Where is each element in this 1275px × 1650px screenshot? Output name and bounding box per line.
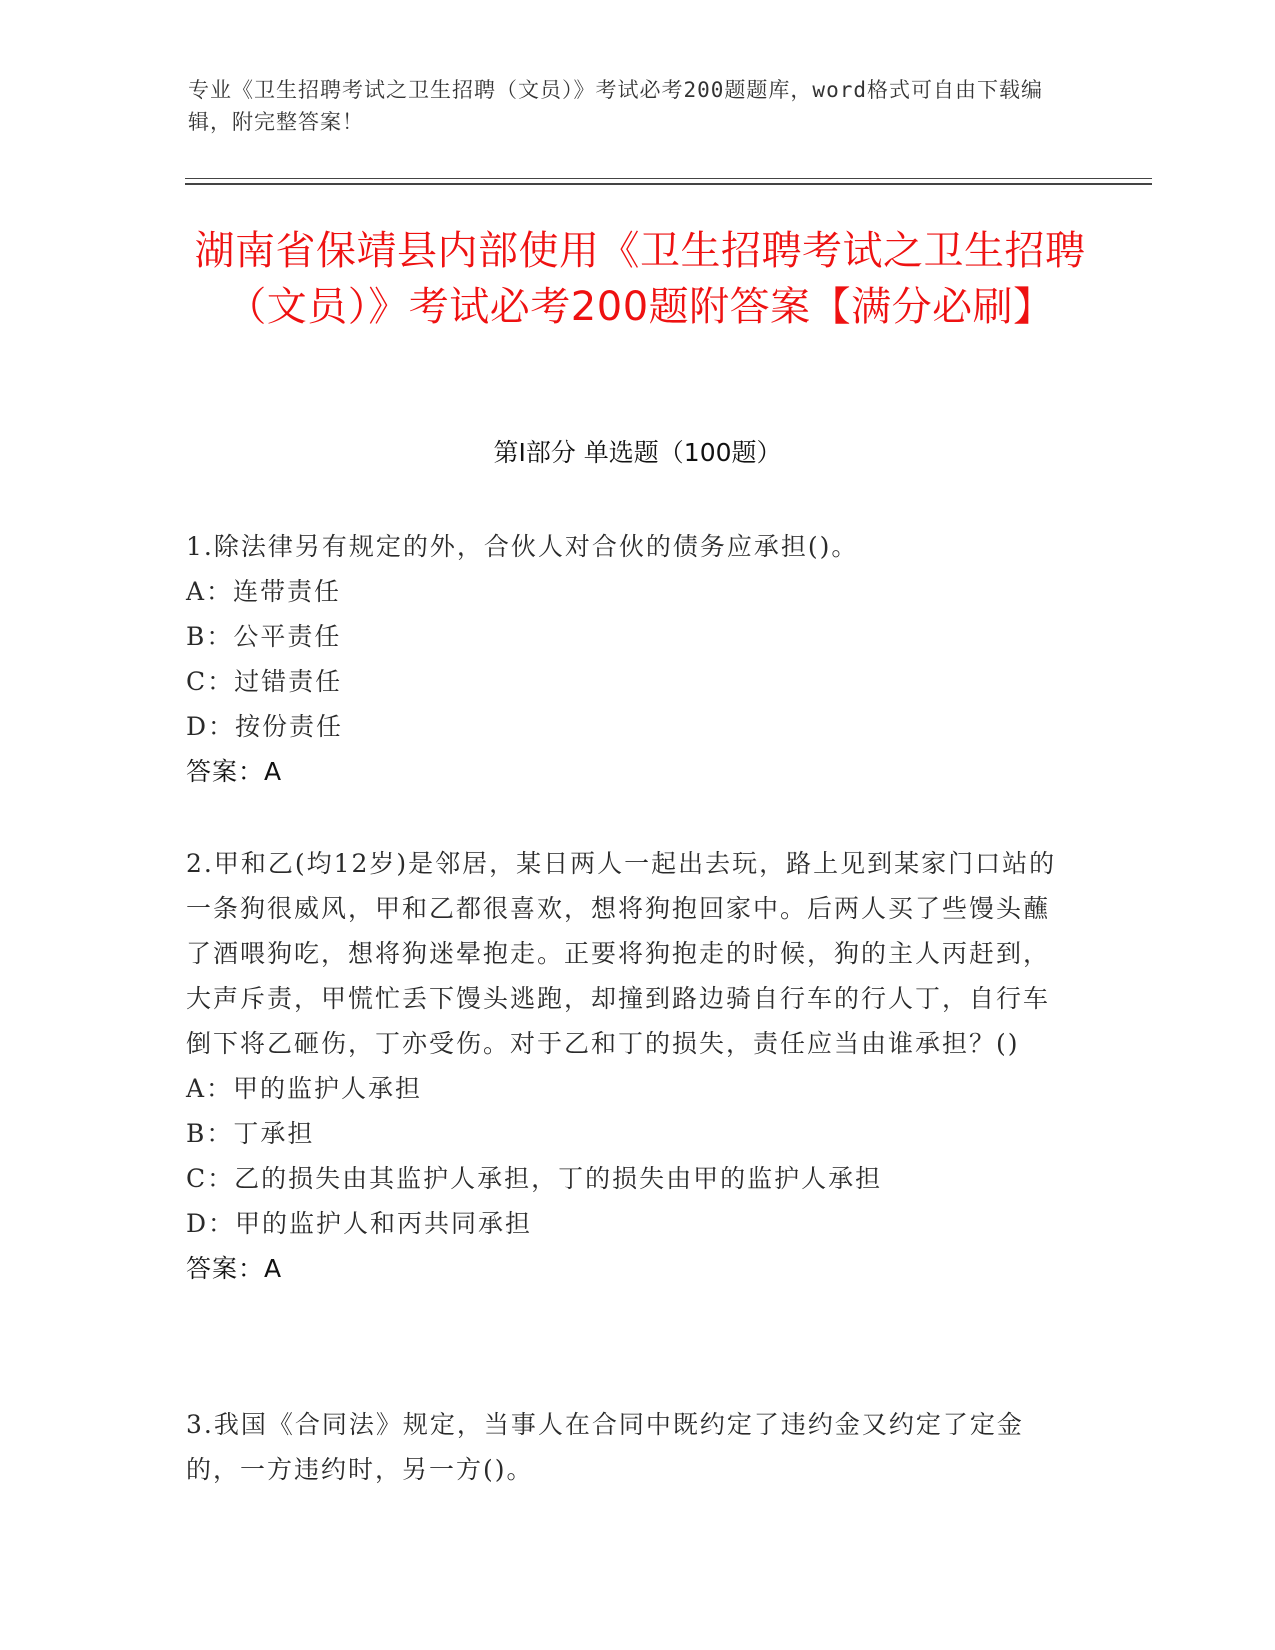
document-title: 湖南省保靖县内部使用《卫生招聘考试之卫生招聘（文员）》考试必考200题附答案【满分必刷】 <box>194 228 1086 330</box>
option-c: C：过错责任 <box>186 667 343 696</box>
header-divider-thin <box>185 178 1152 179</box>
answer-line: 答案：A <box>186 1254 283 1283</box>
section-heading: 第Ⅰ部分 单选题（100题） <box>493 438 782 467</box>
header-note: 专业《卫生招聘考试之卫生招聘（文员）》考试必考200题题库，word格式可自由下载编辑，附完整答案！ <box>188 78 1043 134</box>
question-2 <box>186 841 1066 1291</box>
option-a: A：甲的监护人承担 <box>186 1074 423 1103</box>
option-c: C：乙的损失由其监护人承担，丁的损失由甲的监护人承担 <box>186 1164 883 1193</box>
option-a: A：连带责任 <box>186 577 342 606</box>
header-divider-thick <box>185 183 1152 185</box>
answer-line: 答案：A <box>186 757 283 786</box>
question-stem: 3.我国《合同法》规定，当事人在合同中既约定了违约金又约定了定金的，一方违约时，另一方()。 <box>186 1410 1024 1484</box>
option-b: B：丁承担 <box>186 1119 315 1148</box>
question-3 <box>186 1402 1066 1492</box>
option-b: B：公平责任 <box>186 622 342 651</box>
question-1 <box>186 524 1066 794</box>
question-stem: 2.甲和乙(均12岁)是邻居，某日两人一起出去玩，路上见到某家门口站的一条狗很威风，甲和乙都很喜欢，想将狗抱回家中。后两人买了些馒头蘸了酒喂狗吃，想将狗迷晕抱走。正要将狗抱走的时候，狗的主人丙赶到，大声斥责，甲慌忙丢下馒头逃跑，却撞到路边骑自行车的行人丁，自行车倒下将乙砸伤，丁亦受伤。对于乙和丁的损失，责任应当由谁承担？() <box>186 849 1057 1058</box>
option-d: D：按份责任 <box>186 712 344 741</box>
option-d: D：甲的监护人和丙共同承担 <box>186 1209 533 1238</box>
question-stem: 1.除法律另有规定的外，合伙人对合伙的债务应承担()。 <box>186 532 859 561</box>
